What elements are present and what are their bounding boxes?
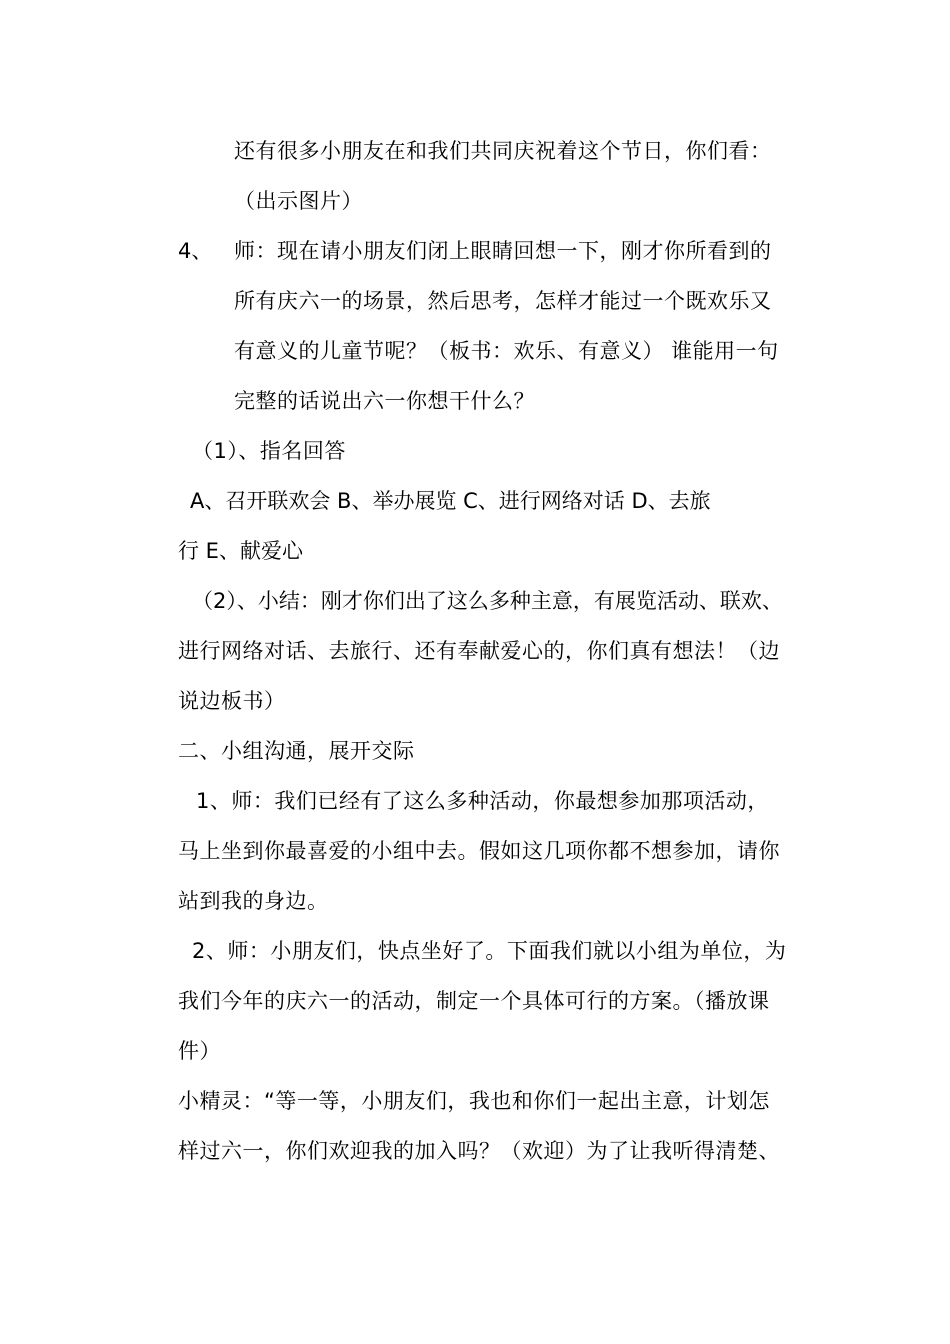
text-line-1: 还有很多小朋友在和我们共同庆祝着这个节日，你们看： bbox=[234, 139, 772, 163]
text-line-10: （2）、小结：刚才你们出了这么多种主意，有展览活动、联欢、 bbox=[192, 589, 783, 613]
text-line-14: 1、师：我们已经有了这么多种活动，你最想参加那项活动， bbox=[196, 789, 769, 813]
text-line-6: 完整的话说出六一你想干什么？ bbox=[234, 389, 535, 413]
text-line-16: 站到我的身边。 bbox=[178, 889, 329, 913]
text-line-7: （1）、指名回答 bbox=[192, 439, 346, 463]
text-line-11: 进行网络对话、去旅行、还有奉献爱心的，你们真有想法！（边 bbox=[178, 639, 780, 663]
text-line-20: 小精灵：“等一等，小朋友们，我也和你们一起出主意，计划怎 bbox=[178, 1089, 770, 1113]
text-line-5: 有意义的儿童节呢？（板书：欢乐、有意义） 谁能用一句 bbox=[234, 339, 779, 363]
text-line-3: 师：现在请小朋友们闭上眼睛回想一下，刚才你所看到的 bbox=[234, 239, 772, 263]
list-number-4: 4、 bbox=[178, 239, 213, 263]
text-line-4: 所有庆六一的场景，然后思考，怎样才能过一个既欢乐又 bbox=[234, 289, 772, 313]
section-heading: 二、小组沟通，展开交际 bbox=[178, 739, 415, 763]
text-line-17: 2、师：小朋友们，快点坐好了。下面我们就以小组为单位，为 bbox=[192, 939, 787, 963]
text-line-19: 件） bbox=[178, 1039, 221, 1063]
text-line-21: 样过六一，你们欢迎我的加入吗？（欢迎）为了让我听得清楚、 bbox=[178, 1139, 780, 1163]
text-line-12: 说边板书） bbox=[178, 689, 286, 713]
text-line-2: （出示图片） bbox=[234, 189, 363, 213]
text-line-18: 我们今年的庆六一的活动，制定一个具体可行的方案。（播放课 bbox=[178, 989, 770, 1013]
text-line-15: 马上坐到你最喜爱的小组中去。假如这几项你都不想参加，请你 bbox=[178, 839, 780, 863]
text-line-8: A、召开联欢会 B、举办展览 C、进行网络对话 D、去旅 bbox=[190, 489, 711, 513]
text-line-9: 行 E、献爱心 bbox=[178, 539, 303, 563]
